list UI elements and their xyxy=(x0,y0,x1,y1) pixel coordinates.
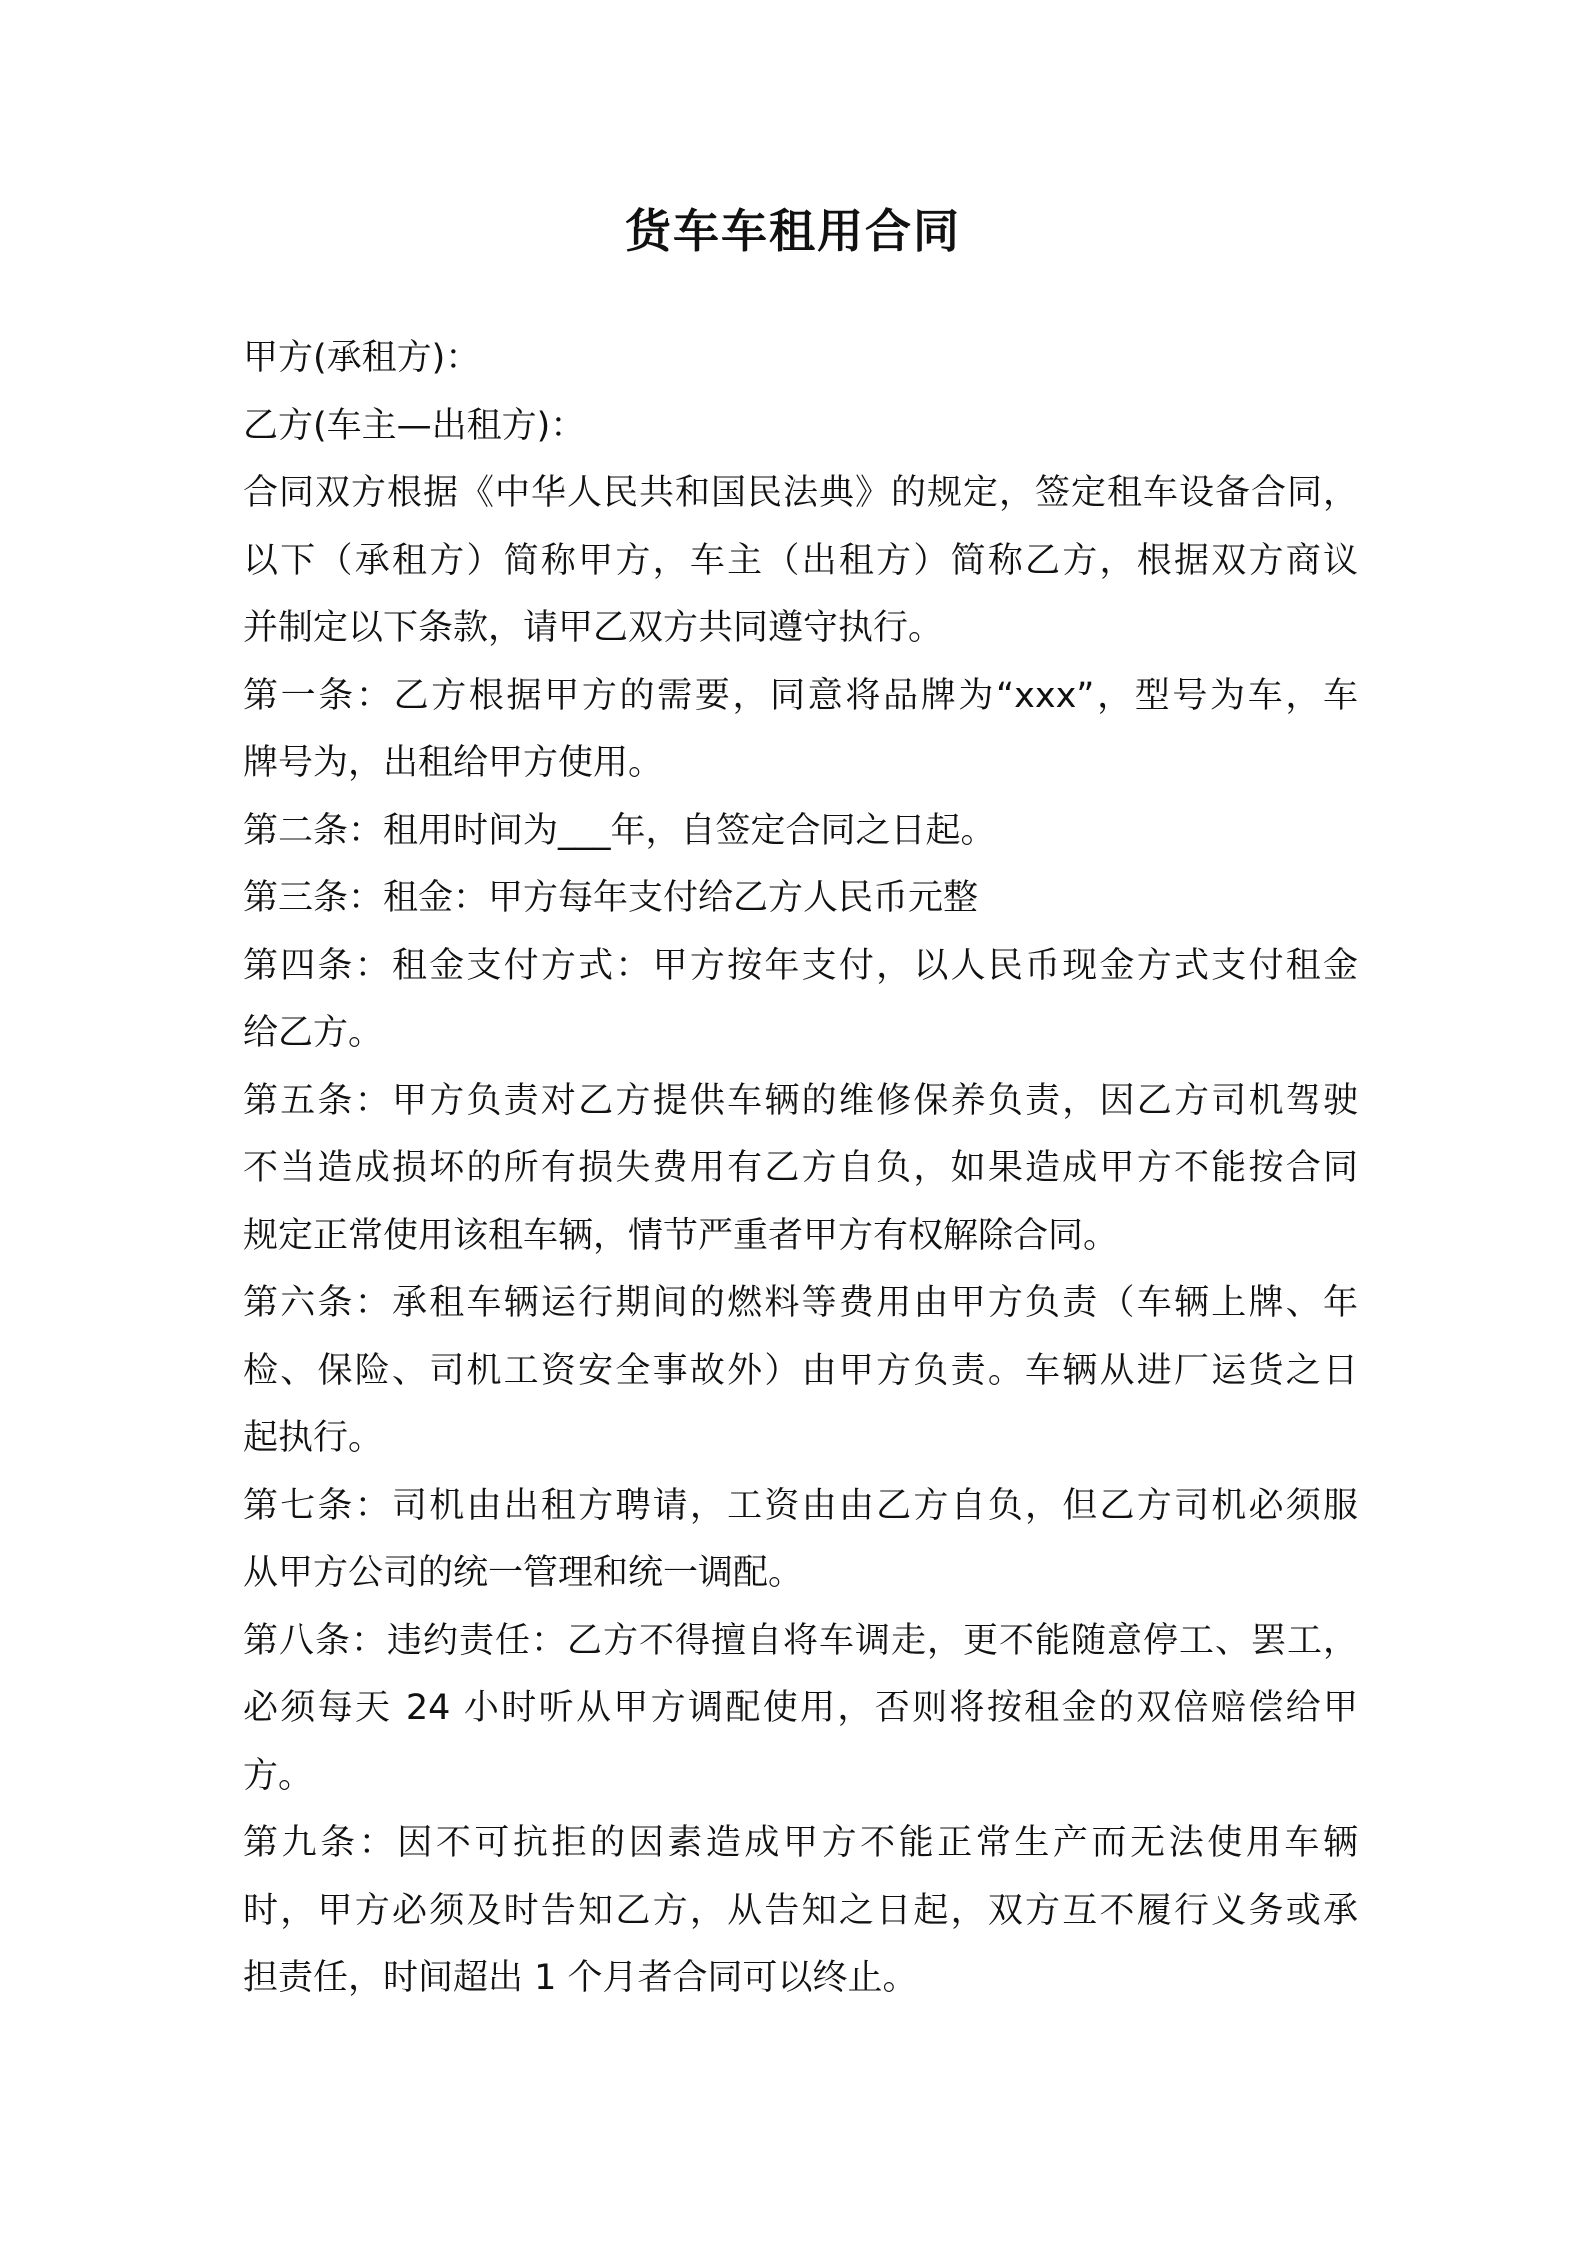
text-line: 时，甲方必须及时告知乙方，从告知之日起，双方互不履行义务或承 xyxy=(243,1890,1358,1931)
text-line: 从甲方公司的统一管理和统一调配。 xyxy=(243,1553,804,1593)
text-line: 第八条：违约责任：乙方不得擅自将车调走，更不能随意停工、罢工， xyxy=(243,1620,1358,1661)
text-line: 合同双方根据《中华人民共和国民法典》的规定，签定租车设备合同， xyxy=(243,473,1358,513)
text-line: 不当造成损坏的所有损失费用有乙方自负，如果造成甲方不能按合同 xyxy=(243,1148,1358,1188)
text-line: 方。 xyxy=(243,1755,314,1796)
text-line: 并制定以下条款，请甲乙双方共同遵守执行。 xyxy=(243,608,944,648)
text-line: 给乙方。 xyxy=(243,1013,384,1053)
preamble-paragraph xyxy=(243,460,1358,663)
article-3 xyxy=(243,865,1358,933)
document-title: 货车车租用合同 xyxy=(625,204,961,258)
article-4 xyxy=(243,933,1358,1068)
text-line: 乙方(车主—出租方)： xyxy=(243,405,586,446)
text-line: 牌号为，出租给甲方使用。 xyxy=(243,743,664,783)
article-7 xyxy=(243,1473,1358,1608)
article-6 xyxy=(243,1270,1358,1473)
article-2 xyxy=(243,798,1358,866)
text-line: 规定正常使用该租车辆，情节严重者甲方有权解除合同。 xyxy=(243,1215,1119,1256)
text-line: 检、保险、司机工资安全事故外）由甲方负责。车辆从进厂运货之日 xyxy=(243,1350,1358,1391)
text-line: 第一条：乙方根据甲方的需要，同意将品牌为“xxx”，型号为车，车 xyxy=(243,675,1358,716)
text-line: 第四条：租金支付方式：甲方按年支付，以人民币现金方式支付租金 xyxy=(243,945,1358,986)
text-line: 第二条：租用时间为___年，自签定合同之日起。 xyxy=(243,810,996,851)
text-line: 起执行。 xyxy=(243,1418,384,1458)
text-line: 以下（承租方）简称甲方，车主（出租方）简称乙方，根据双方商议 xyxy=(243,540,1358,581)
party-b-line xyxy=(243,393,1358,461)
text-line: 第七条：司机由出租方聘请，工资由由乙方自负，但乙方司机必须服 xyxy=(243,1485,1358,1526)
party-a-line xyxy=(243,325,1358,393)
text-line: 第三条：租金：甲方每年支付给乙方人民币元整 xyxy=(243,878,979,918)
article-1 xyxy=(243,663,1358,798)
text-line: 必须每天 24 小时听从甲方调配使用，否则将按租金的双倍赔偿给甲 xyxy=(243,1688,1358,1728)
text-line: 第六条：承租车辆运行期间的燃料等费用由甲方负责（车辆上牌、年 xyxy=(243,1283,1358,1323)
article-9 xyxy=(243,1810,1358,2013)
text-line: 第五条：甲方负责对乙方提供车辆的维修保养负责，因乙方司机驾驶 xyxy=(243,1080,1358,1121)
document-body xyxy=(243,325,1358,2013)
text-line: 第九条：因不可抗拒的因素造成甲方不能正常生产而无法使用车辆 xyxy=(243,1823,1358,1863)
text-line: 担责任，时间超出 1 个月者合同可以终止。 xyxy=(243,1958,918,1998)
text-line: 甲方(承租方)： xyxy=(243,338,481,378)
article-8 xyxy=(243,1608,1358,1811)
article-5 xyxy=(243,1068,1358,1271)
